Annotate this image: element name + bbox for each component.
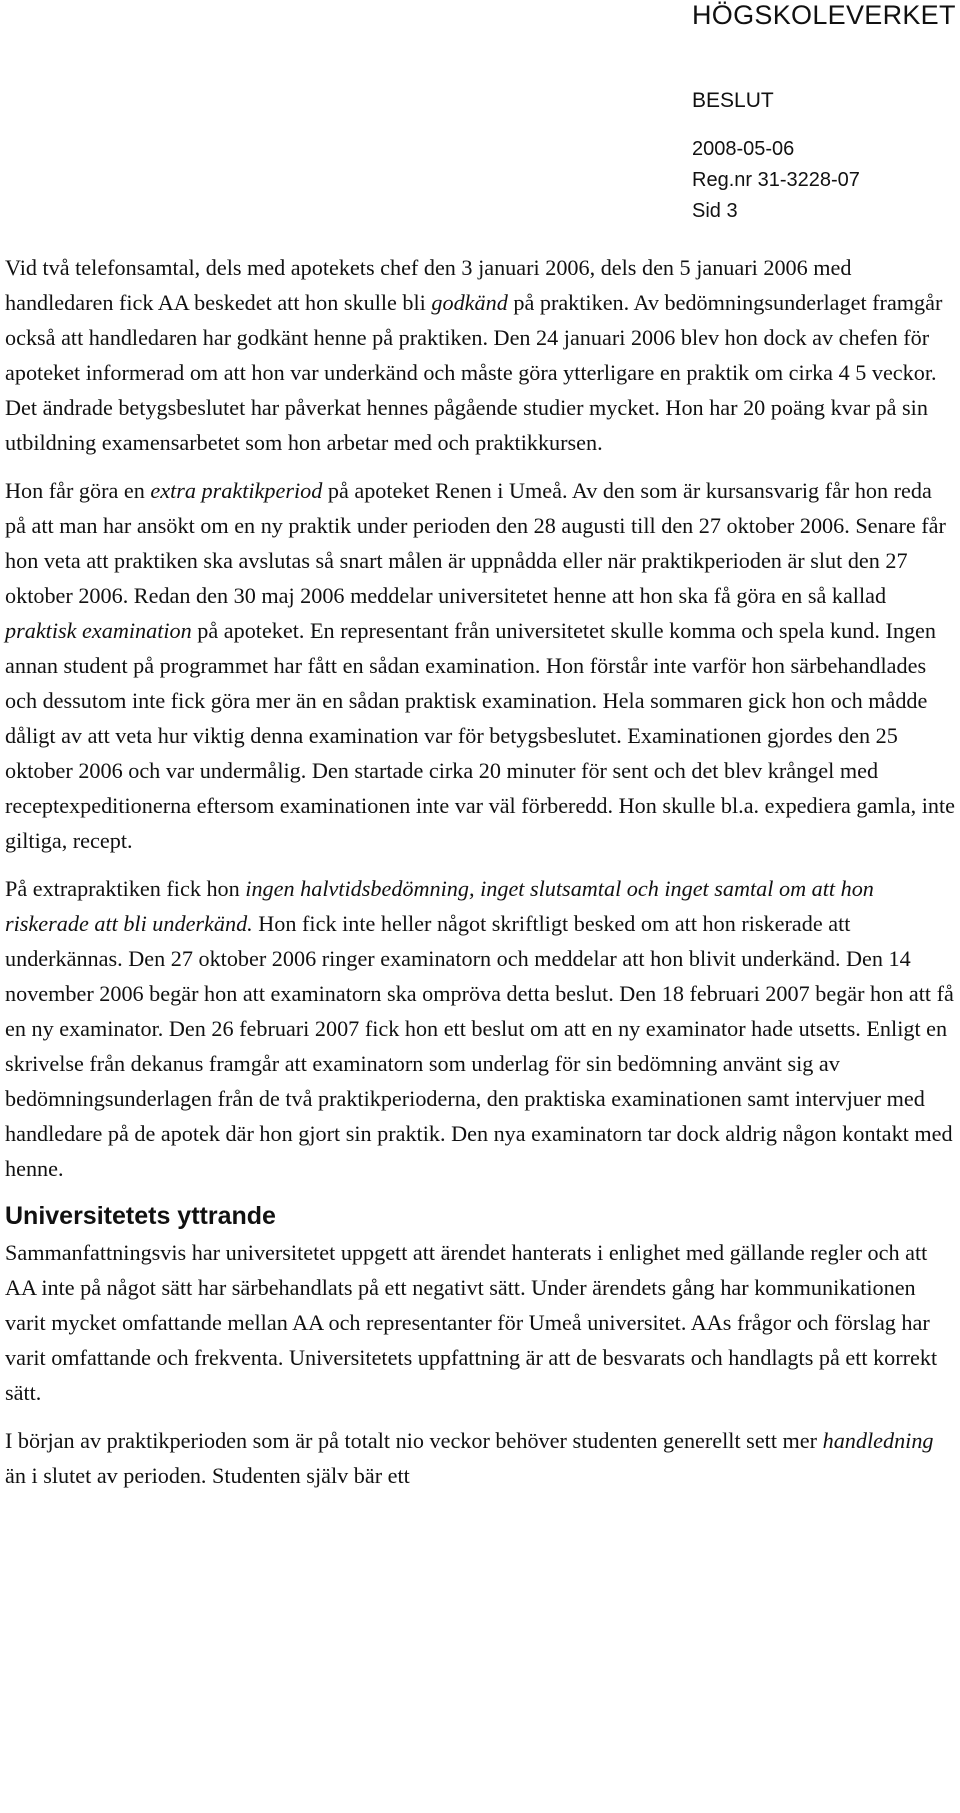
text: I början av praktikperioden som är på totalt nio veckor behöver studenten generellt sett mer bbox=[5, 1428, 823, 1453]
emphasis: ingen halvtidsbedömning, inget slutsamtal och inget samtal om att hon riskerade att bli underkänd. bbox=[5, 876, 874, 936]
paragraph-4: Sammanfattningsvis har universitetet uppgett att ärendet hanterats i enlighet med gällande regler och att AA inte på något sätt har särbehandlats på ett negativt sätt. Under ärendets gång har kommunikationen varit mycket omfattande mellan AA och representanter för Umeå universitet. AAs frågor och förslag har varit omfattande och frekventa. Universitetets uppfattning är att de besvarats och handlagts på ett korrekt sätt. bbox=[5, 1240, 938, 1405]
paragraph-3 bbox=[5, 871, 955, 1186]
registration-number: Reg.nr 31-3228-07 bbox=[692, 169, 860, 191]
paragraph-2 bbox=[5, 473, 955, 858]
emphasis: godkänd bbox=[431, 290, 508, 315]
text: på praktiken. Av bedömningsunderlaget framgår också att handledaren har godkänt henne på praktiken. Den 24 januari 2006 blev hon dock av chefen för apoteket informerad om att hon var underkänd och måste göra ytterligare en praktik om cirka 4 5 veckor. Det ändrade betygsbeslutet har påverkat hennes pågående studier mycket. Hon har 20 poäng kvar på sin utbildning examensarbetet som hon arbetar med och praktikkursen. bbox=[5, 290, 943, 455]
organization-name: HÖGSKOLEVERKET bbox=[692, 0, 956, 30]
emphasis: extra praktikperiod bbox=[150, 478, 323, 503]
text: på apoteket. En representant från universitetet skulle komma och spela kund. Ingen annan student på programmet har fått en sådan examination. Hon förstår inte varför hon särbehandlades och dessutom inte fick göra mer än en sådan praktisk examination. Hela sommaren gick hon och mådde dåligt av att veta hur viktig denna examination var för betygsbeslutet. Examinationen gjordes den 25 oktober 2006 och var undermålig. Den startade cirka 20 minuter för sent och det blev krångel med receptexpeditionerna eftersom examinationen inte var väl förberedd. Hon skulle bl.a. expediera gamla, inte giltiga, recept. bbox=[5, 618, 955, 853]
emphasis: praktisk examination bbox=[5, 618, 192, 643]
text: på apoteket Renen i Umeå. Av den som är kursansvarig får hon reda på att man har ansökt om en ny praktik under perioden den 28 augusti till den 27 oktober 2006. Senare får hon veta att praktiken ska avslutas så snart målen är uppnådda eller när praktikperioden är slut den 27 oktober 2006. Redan den 30 maj 2006 meddelar universitetet henne att hon ska få göra en så kallad bbox=[5, 478, 946, 608]
document-type: BESLUT bbox=[692, 89, 774, 112]
text: Hon får göra en bbox=[5, 478, 151, 503]
text: Hon fick inte heller något skriftligt besked om att hon riskerade att underkännas. Den 27 oktober 2006 ringer examinatorn och meddelar att hon blivit underkänd. Den 14 november 2006 begär hon att examinatorn ska ompröva detta beslut. Den 18 februari 2007 begär hon att få en ny examinator. Den 26 februari 2007 fick hon ett beslut om att en ny examinator hade utsetts. Enligt en skrivelse från dekanus framgår att examinatorn som underlag för sin bedömning använt sig av bedömningsunderlagen från de två praktikperioderna, den praktiska examinationen samt intervjuer med handledare på de apotek där hon gjort sin praktik. Den nya examinatorn tar dock aldrig någon kontakt med henne. bbox=[5, 911, 954, 1181]
document-date: 2008-05-06 bbox=[692, 138, 795, 160]
section-heading: Universitetets yttrande bbox=[5, 1202, 276, 1230]
text: På extrapraktiken fick hon bbox=[5, 876, 246, 901]
page-number: Sid 3 bbox=[692, 200, 738, 222]
text: Vid två telefonsamtal, dels med apotekets chef den 3 januari 2006, dels den 5 januari 2006 med handledaren fick AA beskedet att hon skulle bli bbox=[5, 255, 852, 315]
emphasis: handledning bbox=[822, 1428, 934, 1453]
text: än i slutet av perioden. Studenten själv bär ett bbox=[5, 1463, 410, 1488]
paragraph-5 bbox=[5, 1423, 955, 1493]
paragraph-1 bbox=[5, 250, 955, 460]
document-body bbox=[5, 250, 955, 1506]
